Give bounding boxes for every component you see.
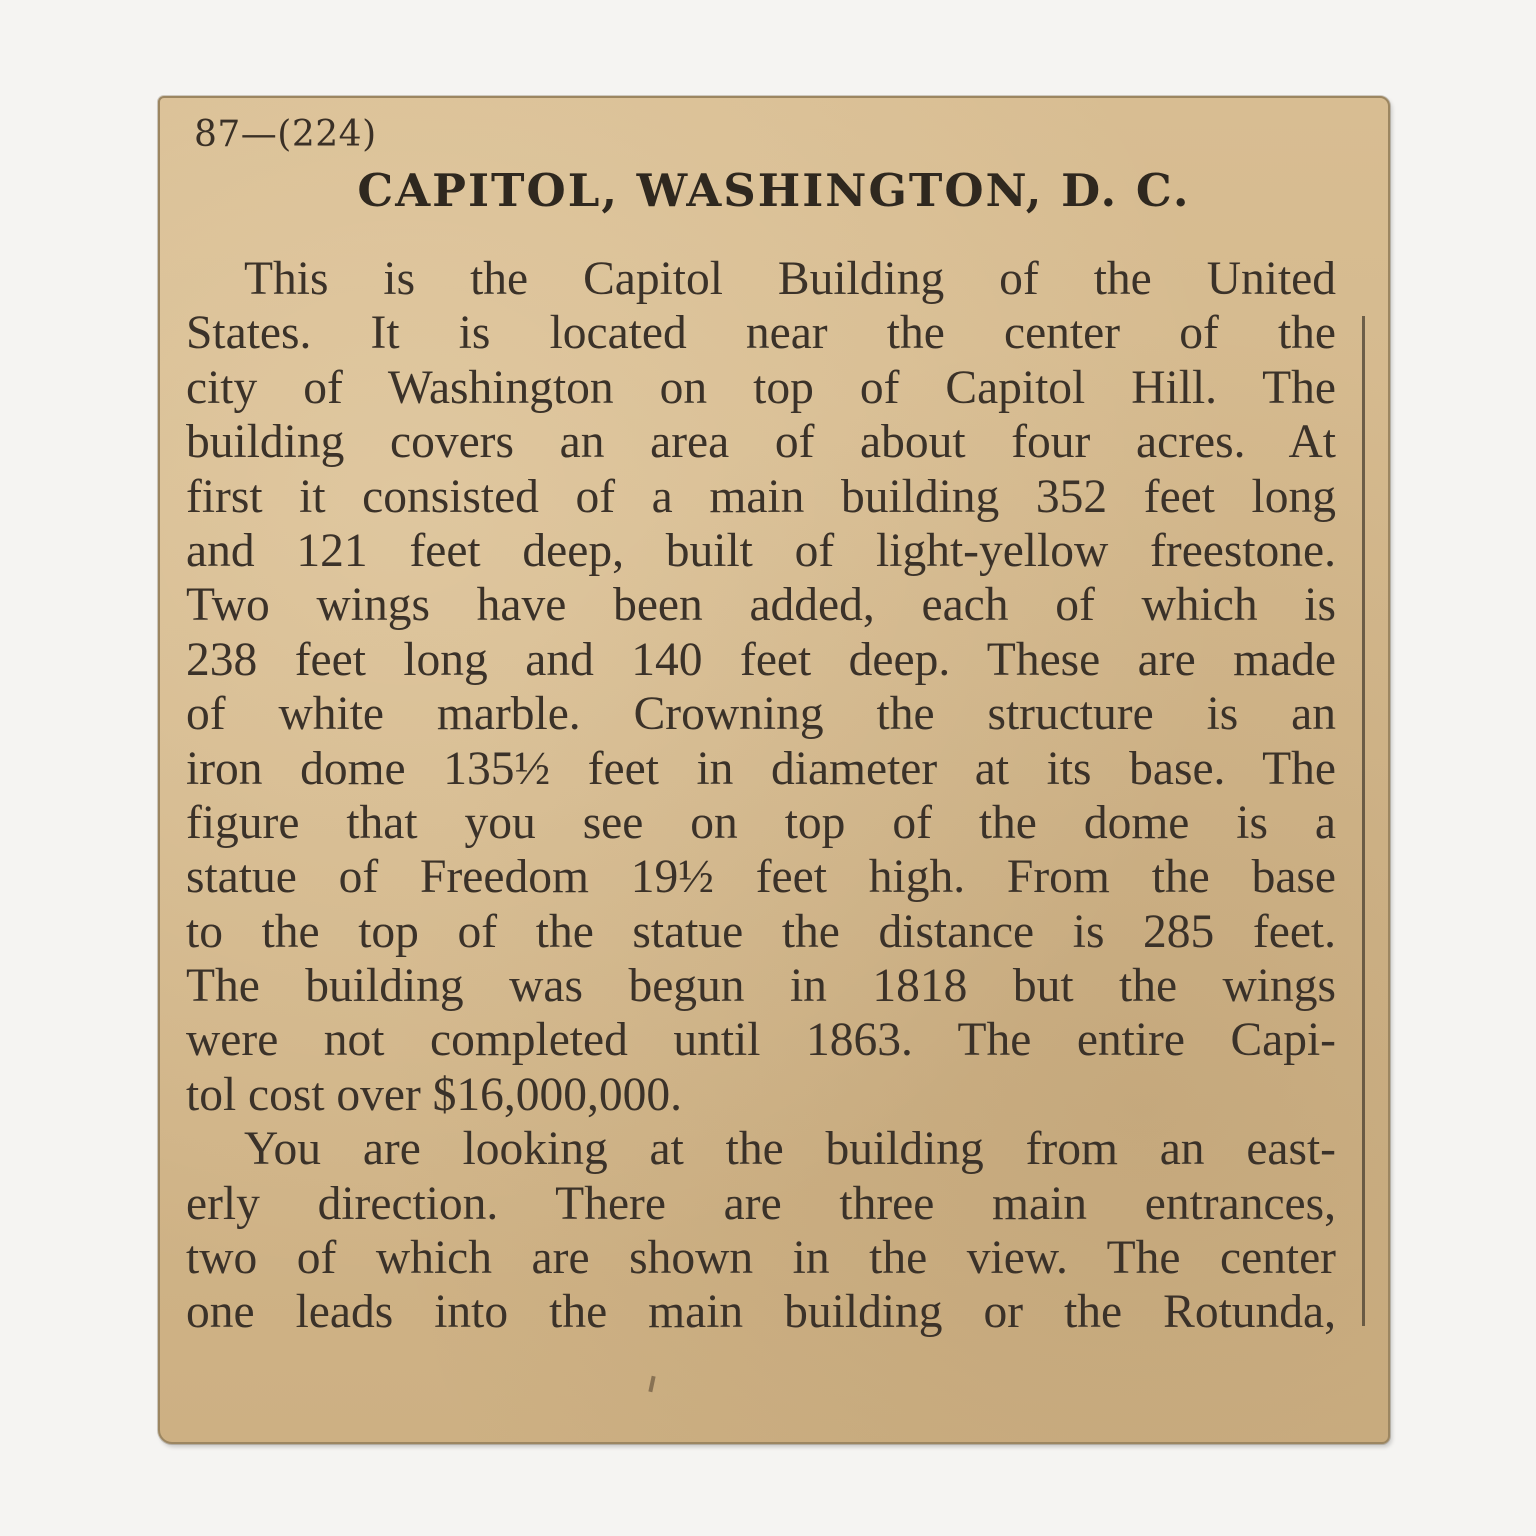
text-line: tol cost over $16,000,000. — [186, 1068, 683, 1121]
card-number: 87—(224) — [194, 114, 377, 155]
text-line: iron dome 135½ feet in diameter at its base. The — [186, 742, 1336, 795]
text-line: two of which are shown in the view. The center — [186, 1232, 1336, 1285]
text-line: figure that you see on top of the dome is a — [186, 796, 1336, 849]
text-line: first it consisted of a main building 352 feet long — [186, 470, 1336, 523]
text-line: statue of Freedom 19½ feet high. From the base — [186, 851, 1336, 904]
text-line: one leads into the main building or the Rotunda, — [186, 1286, 1336, 1339]
text-line: You are looking at the building from an east- — [244, 1123, 1336, 1176]
text-line: 238 feet long and 140 feet deep. These are made — [186, 633, 1336, 686]
text-line: to the top of the statue the distance is 285 feet. — [186, 905, 1336, 958]
text-line: were not completed until 1863. The entire Capi- — [186, 1014, 1336, 1067]
text-line: erly direction. There are three main entrances, — [186, 1177, 1336, 1230]
text-line: States. It is located near the center of the — [186, 307, 1336, 360]
text-line: and 121 feet deep, built of light-yellow freestone. — [186, 524, 1336, 577]
right-border-rule — [1362, 316, 1365, 1326]
card-description — [186, 252, 1336, 1340]
text-line: The building was begun in 1818 but the wings — [186, 960, 1336, 1013]
text-line: This is the Capitol Building of the United — [244, 253, 1336, 305]
card-title: CAPITOL, WASHINGTON, D. C. — [357, 164, 1191, 217]
text-line: of white marble. Crowning the structure is an — [186, 688, 1336, 741]
text-line: city of Washington on top of Capitol Hill. The — [186, 361, 1336, 414]
text-line: building covers an area of about four acres. At — [186, 416, 1336, 469]
text-line: Two wings have been added, each of which is — [186, 579, 1336, 632]
